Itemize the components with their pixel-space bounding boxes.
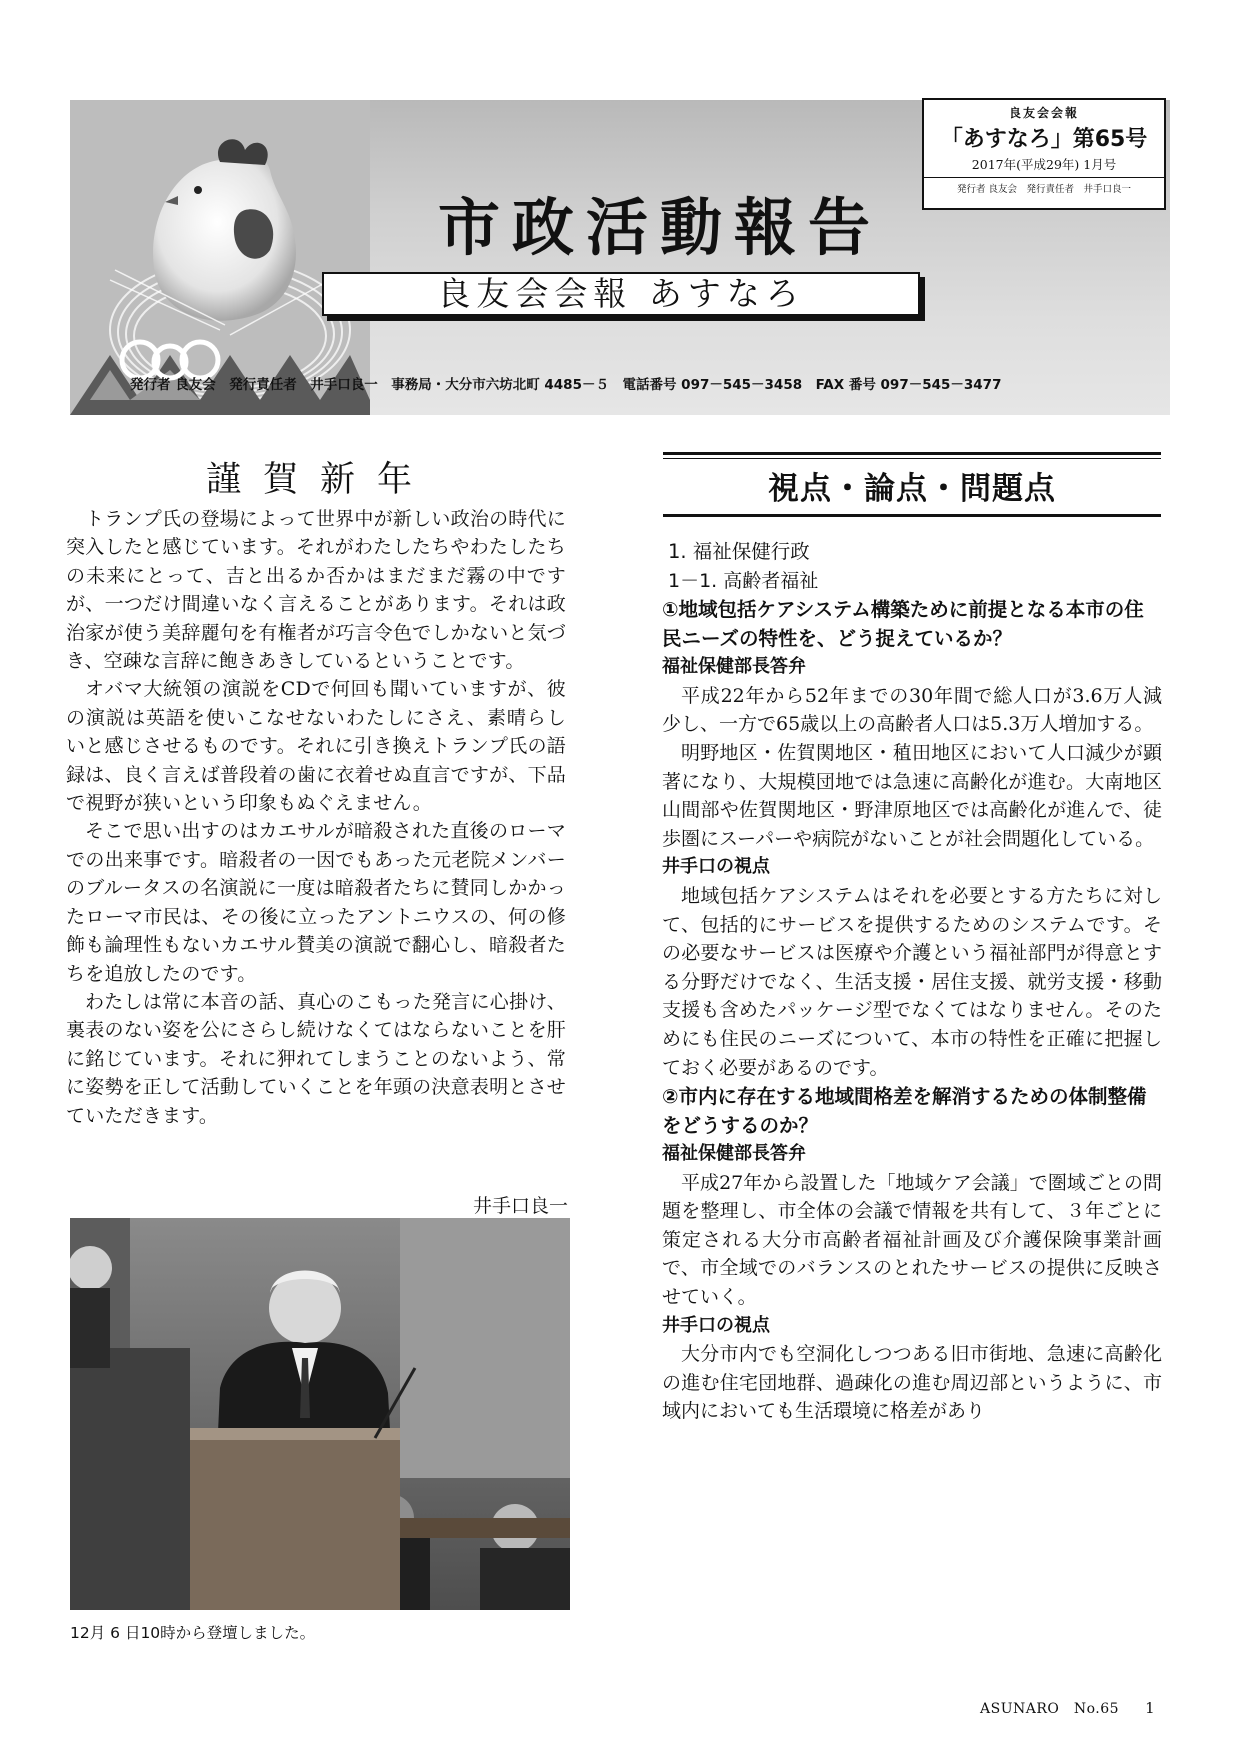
issue-date: 2017年(平成29年) 1月号 [971, 157, 1117, 172]
answer-paragraph: 平成27年から設置した「地域ケア会議」で圏域ごとの問題を整理し、市全体の会議で情報を共有して、３年ごとに策定される大分市高齢者福祉計画及び介護保険事業計画で、市全域でのバランスのとれたサービスの提供に反映させていく。 [662, 1171, 1162, 1309]
answer-label-2: 福祉保健部長答弁 [662, 1143, 806, 1165]
issue-number: 「あすなろ」第65号 [940, 127, 1148, 152]
answer-paragraph: 平成22年から52年までの30年間で総人口が3.6万人減少し、一方で65歳以上の高齢者人口は5.3万人増加する。 [662, 684, 1162, 736]
article-paragraph: オバマ大統領の演説をCDで何回も聞いていますが、彼の演説は英語を使いこなせないわたしにさえ、素晴らしいと感じさせるものです。それに引き換えトランプ氏の語録は、良く言えば普段着の歯に衣着せぬ直言ですが、下品で視野が狭いという印象もぬぐえません。 [66, 678, 566, 815]
page-footer [980, 1698, 1155, 1718]
answer-paragraph: 明野地区・佐賀関地区・稙田地区において人口減少が顕著になり、大規模団地では急速に高齢化が進む。大南地区山間部や佐賀関地区・野津原地区では高齢化が進んで、徒歩圏にスーパーや病院がないことが社会問題化している。 [662, 741, 1162, 850]
question-1: ①地域包括ケアシステム構築ために前提となる本市の住民ニーズの特性を、どう捉えているか？ [662, 598, 1144, 651]
assembly-photo [70, 1218, 570, 1610]
photo-illustration [70, 1218, 570, 1610]
article-paragraph: わたしは常に本音の話、真心のこもった発言に心掛け、裏表のない姿を公にさらし続けなくてはならないことを肝に銘じています。それに狎れてしまうことのないよう、常に姿勢を正して活動していくことを年頭の決意表明とさせていただきます。 [66, 990, 566, 1127]
viewpoint-paragraph: 地域包括ケアシステムはそれを必要とする方たちに対して、包括的にサービスを提供するためのシステムです。その必要なサービスは医療や介護という福祉部門が得意とする分野だけでなく、生活支援・居住支援、就労支援・移動支援も含めたパッケージ型でなくてはなりません。そのためにも住民のニーズについて、本市の特性を正確に把握しておく必要があるのです。 [662, 884, 1162, 1079]
section-title: 視点・論点・問題点 [768, 471, 1056, 507]
author-signature: 井手口良一 [472, 1195, 568, 1217]
main-title: 市政活動報告 [437, 191, 882, 264]
question-2: ②市内に存在する地域間格差を解消するための体制整備をどうするのか？ [662, 1085, 1147, 1138]
greeting-heading: 謹賀新年 [205, 460, 434, 500]
issue-org: 良友会会報 [1008, 106, 1079, 120]
subchapter-heading: 1－1. 高齢者福祉 [668, 569, 819, 592]
footer-label: ASUNARO No.65 [980, 1701, 1120, 1717]
policy-article [662, 538, 1162, 1426]
subtitle-box: 良友会会報 あすなろ [322, 272, 920, 316]
publisher-info: 発行者 良友会 発行責任者 井手口良一 事務局・大分市六坊北町 4485－５ 電話番号 097－545－3458 FAX 番号 097－545－3477 [130, 377, 1002, 393]
section-rule-top [663, 452, 1161, 455]
section-rule-top-thin [663, 458, 1161, 459]
answer-label-1: 福祉保健部長答弁 [662, 656, 806, 678]
issue-box [922, 98, 1166, 210]
issue-publisher: 発行者 良友会 発行責任者 井手口良一 [956, 184, 1132, 195]
viewpoint-paragraph: 大分市内でも空洞化しつつある旧市街地、急速に高齢化の進む住宅団地群、過疎化の進む周辺部というように、市域内においても生活環境に格差があり [662, 1343, 1162, 1423]
article-paragraph: トランプ氏の登場によって世界中が新しい政治の時代に突入したと感じています。それがわたしたちやわたしたちの未来にとって、吉と出るか否かはまだまだ霧の中ですが、一つだけ間違いなく言えることがあります。それは政治家が使う美辞麗句を有権者が巧言令色でしかないと気づき、空疎な言辞に飽きあきしているということです。 [66, 508, 566, 673]
masthead-decoration-image [70, 100, 370, 415]
page-number: 1 [1145, 1699, 1156, 1717]
photo-caption: 12月 6 日10時から登壇しました。 [70, 1624, 316, 1642]
issue-divider [924, 177, 1164, 178]
greeting-article [66, 505, 566, 1130]
viewpoint-label-1: 井手口の視点 [662, 856, 770, 878]
section-rule-bottom [663, 514, 1161, 517]
chapter-heading: 1. 福祉保健行政 [668, 540, 810, 563]
article-paragraph: そこで思い出すのはカエサルが暗殺された直後のローマでの出来事です。暗殺者の一因でもあった元老院メンバーのブルータスの名演説に一度は暗殺者たちに賛同しかかったローマ市民は、その後に立ったアントニウスの、何の修飾も論理性もないカエサル賛美の演説で翻心し、暗殺者たちを追放したのです。 [66, 820, 566, 985]
viewpoint-label-2: 井手口の視点 [662, 1314, 770, 1336]
